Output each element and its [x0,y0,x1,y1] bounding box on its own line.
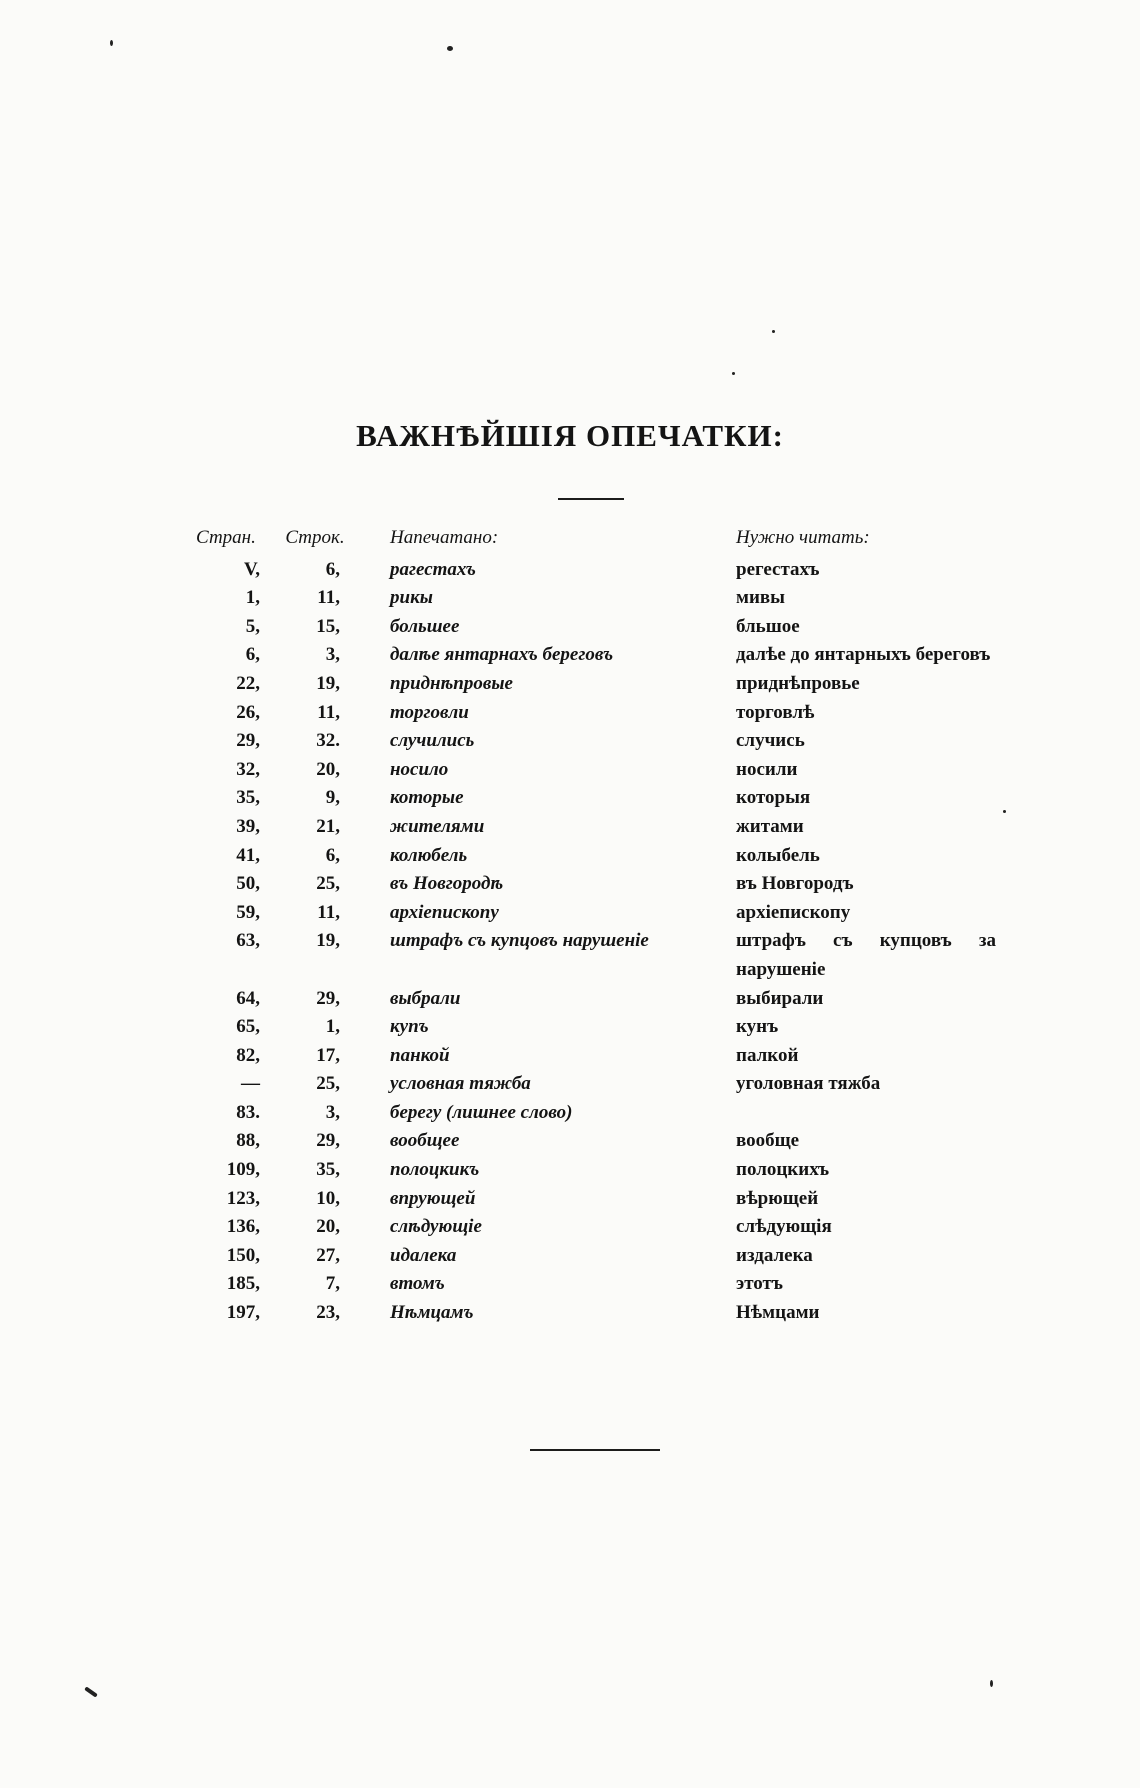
errata-body [196,556,1016,1328]
page-ref [196,727,260,756]
page-ref [196,1013,260,1042]
scan-speck [110,40,113,46]
correct-text-value: далѣе до янтарныхъ береговъ [736,644,991,666]
errata-header-row [196,524,1016,556]
errata-row [196,1242,1016,1271]
printed-text [370,1299,726,1328]
errata-row [196,1213,1016,1242]
page-ref-value: 6, [245,644,260,666]
correct-text-value: палкой [736,1044,799,1066]
page-ref [196,1042,260,1071]
correct-text-value: издалека [736,1244,813,1266]
errata-row [196,641,1016,670]
printed-text-value: панкой [390,1044,450,1066]
correct-text-value: бльшое [736,615,800,637]
page-ref-value: 65, [236,1016,260,1038]
page-ref [196,641,260,670]
correct-text [726,1270,1016,1299]
page-ref-value: 32, [236,758,260,780]
printed-text-value: приднѣпровые [390,672,513,694]
page-ref-value: 185, [226,1273,260,1295]
page-ref [196,813,260,842]
correct-text [726,1213,1016,1242]
line-ref-value: 3, [325,1101,340,1123]
page-ref [196,1299,260,1328]
errata-row [196,870,1016,899]
printed-text-value: которые [390,787,464,809]
line-ref [260,985,370,1014]
page-ref-value: 82, [236,1044,260,1066]
line-ref [260,670,370,699]
line-ref [260,1270,370,1299]
printed-text-value: носило [390,758,449,780]
page-ref-value: 83. [236,1101,260,1123]
correct-text [726,756,1016,785]
correct-text-value: выбирали [736,987,824,1009]
page-ref-value: 41, [236,844,260,866]
correct-text [726,927,1016,984]
line-ref [260,641,370,670]
printed-text-value: жителями [390,815,485,837]
line-ref [260,1299,370,1328]
line-ref [260,899,370,928]
page-ref-value: 136, [226,1216,260,1238]
printed-text-value: большее [390,615,460,637]
line-ref [260,756,370,785]
page-ref [196,670,260,699]
printed-text [370,699,726,728]
printed-text-value: втомъ [390,1273,445,1295]
printed-text-value: штрафъ съ купцовъ нарушеніе [390,930,649,952]
printed-text [370,1156,726,1185]
line-ref-value: 21, [316,815,340,837]
printed-text [370,641,726,670]
errata-row [196,1270,1016,1299]
correct-text-value: случись [736,730,805,752]
printed-text-value: идалека [390,1244,457,1266]
correct-text-value: колыбель [736,844,820,866]
title-divider [558,498,624,500]
line-ref-value: 20, [316,1216,340,1238]
correct-text-value: житами [736,815,804,837]
line-ref-value: 11, [317,901,340,923]
errata-row [196,1185,1016,1214]
correct-text [726,1070,1016,1099]
correct-text-value: вѣрющей [736,1187,819,1209]
printed-text-value: торговли [390,701,469,723]
errata-table [196,524,1016,1328]
printed-text [370,927,726,984]
page-ref [196,1156,260,1185]
correct-text [726,670,1016,699]
printed-text-value: слѣдующіе [390,1216,482,1238]
correct-text-value: полоцкихъ [736,1159,830,1181]
correct-text [726,727,1016,756]
printed-text-value: выбрали [390,987,461,1009]
line-ref-value: 6, [325,844,340,866]
line-ref [260,842,370,871]
page-ref-value: 150, [226,1244,260,1266]
bottom-divider [530,1449,660,1451]
line-ref [260,727,370,756]
page-ref-value: 35, [236,787,260,809]
line-ref [260,1042,370,1071]
page-ref [196,1070,260,1099]
header-page: Стран. [196,527,256,548]
correct-text-value: кунъ [736,1016,779,1038]
line-ref [260,1099,370,1128]
page-ref [196,784,260,813]
printed-text [370,1127,726,1156]
correct-text-value: въ Новгородъ [736,873,854,895]
correct-text [726,813,1016,842]
errata-row [196,1299,1016,1328]
errata-row [196,699,1016,728]
correct-text [726,641,1016,670]
page-ref [196,985,260,1014]
scan-speck [84,1686,98,1697]
correct-text-value: Нѣмцами [736,1302,820,1324]
page-ref-value: V, [243,558,260,580]
correct-text [726,870,1016,899]
correct-text [726,1042,1016,1071]
correct-text [726,1156,1016,1185]
errata-row [196,727,1016,756]
correct-text [726,556,1016,585]
line-ref [260,556,370,585]
printed-text [370,556,726,585]
line-ref [260,1070,370,1099]
printed-text [370,784,726,813]
line-ref-value: 27, [316,1244,340,1266]
line-ref-value: 10, [316,1187,340,1209]
printed-text-value: купъ [390,1016,429,1038]
line-ref-value: 29, [316,987,340,1009]
page-ref [196,1242,260,1271]
line-ref-value: 17, [316,1044,340,1066]
page-ref-value: 59, [236,901,260,923]
page-ref [196,613,260,642]
page-ref-value: 26, [236,701,260,723]
page-ref-value: 29, [236,730,260,752]
line-ref-value: 6, [325,558,340,580]
line-ref-value: 23, [316,1302,340,1324]
correct-text [726,784,1016,813]
line-ref-value: 29, [316,1130,340,1152]
errata-row [196,1127,1016,1156]
printed-text [370,1042,726,1071]
page-ref-value: 109, [226,1159,260,1181]
printed-text [370,1270,726,1299]
printed-text-value: вообщее [390,1130,460,1152]
errata-row [196,756,1016,785]
printed-text [370,1099,726,1128]
page-ref [196,756,260,785]
errata-row [196,1042,1016,1071]
line-ref [260,1156,370,1185]
errata-row [196,584,1016,613]
page-ref-value: 123, [226,1187,260,1209]
errata-row [196,842,1016,871]
line-ref [260,927,370,984]
line-ref [260,613,370,642]
line-ref-value: 35, [316,1159,340,1181]
correct-text [726,584,1016,613]
line-ref-value: 32. [316,730,340,752]
page-ref [196,1099,260,1128]
line-ref-value: 20, [316,758,340,780]
page-ref-value: 1, [245,587,260,609]
correct-text-value: мивы [736,587,785,609]
page-ref-value: 39, [236,815,260,837]
errata-row [196,670,1016,699]
header-printed: Напечатано: [390,527,499,548]
line-ref-value: 19, [316,672,340,694]
page-ref [196,1213,260,1242]
printed-text-value: въ Новгородѣ [390,873,504,895]
page-ref-value: 63, [236,930,260,952]
errata-row [196,784,1016,813]
scan-speck [447,46,453,51]
printed-text [370,899,726,928]
errata-row [196,813,1016,842]
errata-row [196,899,1016,928]
page-ref-value: 22, [236,672,260,694]
line-ref-value: 15, [316,615,340,637]
line-ref-value: 3, [325,644,340,666]
line-ref [260,784,370,813]
header-line: Строк. [285,527,345,548]
printed-text-value: случились [390,730,475,752]
correct-text [726,899,1016,928]
line-ref [260,1242,370,1271]
correct-text-value: штрафъ съ купцовъ за нарушеніе [736,930,996,980]
errata-row [196,1156,1016,1185]
line-ref-value: 9, [325,787,340,809]
page-ref-value: 50, [236,873,260,895]
line-ref-value: 7, [325,1273,340,1295]
page-title: ВАЖНѢЙШІЯ ОПЕЧАТКИ: [356,418,784,453]
correct-text [726,1242,1016,1271]
printed-text [370,985,726,1014]
correct-text [726,1099,1016,1128]
correct-text-value: приднѣпровье [736,672,860,694]
scan-speck [732,372,735,375]
printed-text-value: рагестахъ [390,558,476,580]
page-ref [196,1185,260,1214]
page-ref [196,899,260,928]
errata-row [196,1013,1016,1042]
scan-speck [990,1680,993,1687]
errata-row [196,556,1016,585]
header-read: Нужно читать: [736,527,870,548]
printed-text [370,813,726,842]
printed-text-value: далѣе янтарнахъ береговъ [390,644,614,666]
line-ref-value: 25, [316,1073,340,1095]
correct-text-value: вообще [736,1130,800,1152]
page-ref [196,842,260,871]
correct-text [726,985,1016,1014]
correct-text-value: этотъ [736,1273,783,1295]
page-ref [196,1270,260,1299]
errata-row [196,613,1016,642]
correct-text [726,842,1016,871]
printed-text-value: колюбель [390,844,468,866]
correct-text [726,699,1016,728]
correct-text-value: которыя [736,787,811,809]
correct-text-value: регестахъ [736,558,820,580]
line-ref-value: 19, [316,930,340,952]
page-ref [196,584,260,613]
printed-text-value: полоцкикъ [390,1159,480,1181]
printed-text-value: архіепископу [390,901,499,923]
printed-text [370,1013,726,1042]
correct-text [726,1185,1016,1214]
printed-text [370,670,726,699]
line-ref [260,1185,370,1214]
errata-row [196,1099,1016,1128]
printed-text [370,727,726,756]
correct-text-value: архіепископу [736,901,851,923]
page-ref [196,699,260,728]
correct-text-value: носили [736,758,798,780]
printed-text [370,870,726,899]
line-ref-value: 11, [317,587,340,609]
printed-text [370,842,726,871]
correct-text [726,1299,1016,1328]
correct-text [726,1127,1016,1156]
line-ref-value: 11, [317,701,340,723]
line-ref [260,699,370,728]
page-ref [196,927,260,984]
correct-text [726,613,1016,642]
printed-text [370,584,726,613]
line-ref-value: 1, [325,1016,340,1038]
printed-text-value: условная тяжба [390,1073,531,1095]
page-ref [196,870,260,899]
errata-row [196,1070,1016,1099]
correct-text-value: слѣдующія [736,1216,832,1238]
correct-text-value: уголовная тяжба [736,1073,881,1095]
page-ref [196,1127,260,1156]
line-ref [260,1127,370,1156]
line-ref [260,813,370,842]
page-ref-value: — [241,1073,260,1095]
line-ref [260,584,370,613]
page-ref-value: 197, [226,1302,260,1324]
page-ref-value: 64, [236,987,260,1009]
line-ref-value: 25, [316,873,340,895]
printed-text [370,1213,726,1242]
scan-speck [772,330,775,333]
printed-text-value: берегу (лишнее слово) [390,1101,573,1123]
printed-text [370,1185,726,1214]
printed-text [370,756,726,785]
printed-text-value: рикы [390,587,433,609]
line-ref [260,870,370,899]
page-ref-value: 88, [236,1130,260,1152]
errata-row [196,985,1016,1014]
correct-text [726,1013,1016,1042]
printed-text [370,1242,726,1271]
page-ref [196,556,260,585]
printed-text [370,1070,726,1099]
line-ref [260,1213,370,1242]
page-ref-value: 5, [245,615,260,637]
errata-row [196,927,1016,984]
line-ref [260,1013,370,1042]
printed-text-value: Нѣмцамъ [390,1302,474,1324]
printed-text [370,613,726,642]
correct-text-value: торговлѣ [736,701,815,723]
printed-text-value: впрующей [390,1187,476,1209]
